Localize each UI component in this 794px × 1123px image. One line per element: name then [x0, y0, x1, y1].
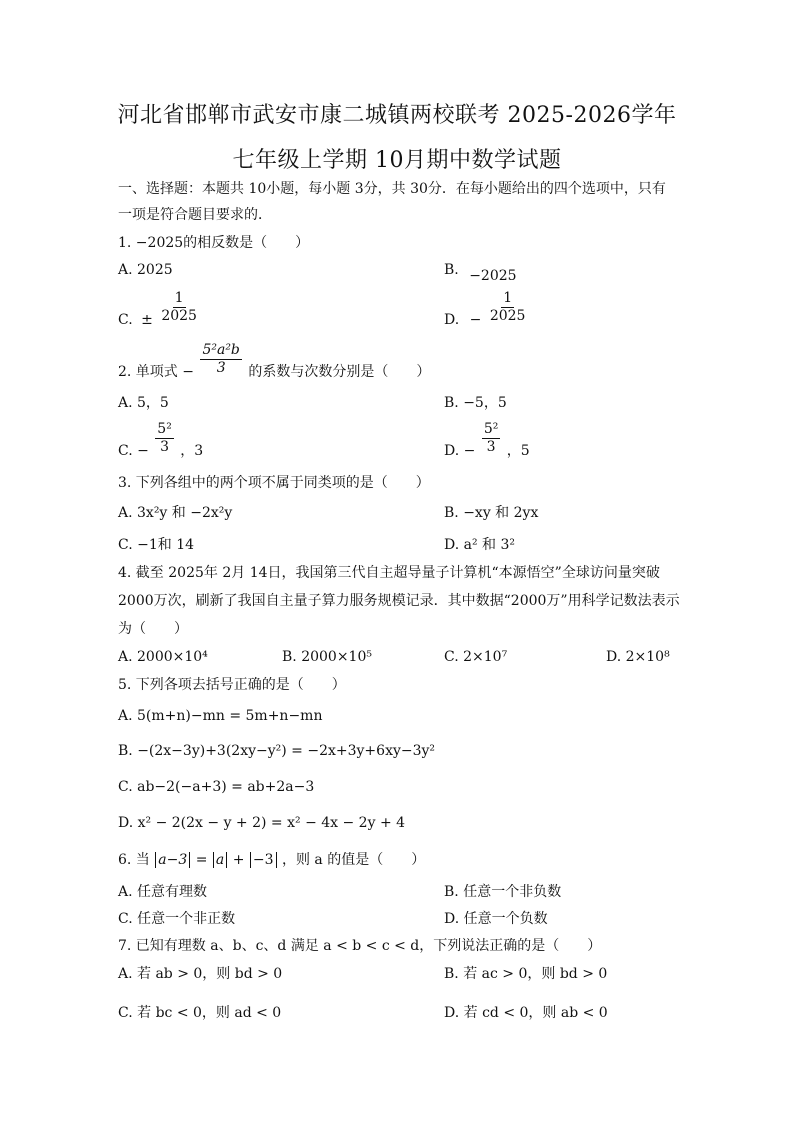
q2-option-c-label: C. − — [118, 442, 149, 459]
q1-option-b-value: −2025 — [469, 268, 517, 284]
q6-stem-suffix: ，则 a 的值是（ ） — [281, 852, 426, 868]
q4-option-d: D. 2×10⁸ — [606, 649, 670, 665]
q1-option-c-fraction — [159, 291, 199, 325]
q1-option-c-numerator: 1 — [173, 291, 186, 308]
q2-option-a: A. 5，5 — [118, 395, 169, 411]
q6-abs-expr3: −3 — [250, 852, 277, 868]
q2-stem-prefix: 2. 单项式 − — [118, 363, 194, 380]
q1-option-d-fraction — [488, 291, 528, 325]
section-intro-line2: 一项是符合题目要求的． — [118, 207, 272, 223]
q4-option-c: C. 2×10⁷ — [444, 649, 508, 665]
q1-option-c-denominator: 2025 — [161, 308, 197, 325]
q1-option-d-minus: − — [469, 311, 482, 328]
q2-option-d-degree: ，5 — [506, 442, 530, 459]
q3-option-c: C. −1和 14 — [118, 537, 195, 553]
q6-equals: = — [195, 852, 208, 868]
q6-option-d: D. 任意一个负数 — [444, 911, 548, 927]
q5-stem: 5. 下列各项去括号正确的是（ ） — [118, 677, 346, 693]
q1-option-b-label: B. — [444, 262, 459, 278]
q1-option-c-pm: ± — [141, 311, 153, 328]
q3-option-d: D. a² 和 3² — [444, 537, 516, 553]
q6-abs-expr2: a — [213, 852, 227, 868]
q3-stem: 3. 下列各组中的两个项不属于同类项的是（ ） — [118, 475, 430, 491]
q7-stem: 7. 已知有理数 a、b、c、d 满足 a < b < c < d，下列说法正确的是（ ） — [118, 938, 602, 954]
q5-option-c: C. ab−2(−a+3) = ab+2a−3 — [118, 779, 315, 795]
section-intro-line1: 一、选择题：本题共 10小题，每小题 3分，共 30分．在每小题给出的四个选项中，只有 — [118, 181, 666, 197]
q2-stem — [118, 342, 431, 380]
q7-option-d: D. 若 cd < 0，则 ab < 0 — [444, 1005, 608, 1021]
q6-abs-expr1: a−3 — [155, 852, 190, 868]
exam-title-line2: 七年级上学期 10月期中数学试题 — [232, 148, 562, 173]
q4-stem-line3: 为（ ） — [118, 621, 188, 637]
q2-option-d-denominator: 3 — [486, 439, 496, 456]
q2-option-c — [118, 421, 204, 459]
q6-plus: + — [232, 852, 245, 868]
q5-option-d: D. x² − 2(2x − y + 2) = x² − 4x − 2y + 4 — [118, 815, 406, 831]
q1-option-d-denominator: 2025 — [489, 308, 526, 325]
q2-option-d-numerator: 5² — [482, 422, 501, 439]
q2-option-d-fraction — [482, 422, 501, 456]
q6-option-b: B. 任意一个非负数 — [444, 884, 562, 900]
q1-option-c-label: C. — [118, 311, 133, 328]
q2-option-c-denominator: 3 — [160, 439, 170, 456]
q3-option-a: A. 3x²y 和 −2x²y — [118, 505, 233, 521]
q6-stem-prefix: 6. 当 — [118, 852, 150, 868]
q7-option-c: C. 若 bc < 0，则 ad < 0 — [118, 1005, 282, 1021]
q1-option-d — [444, 290, 529, 328]
q1-option-c — [118, 290, 201, 328]
q3-option-b: B. −xy 和 2yx — [444, 505, 539, 521]
q4-option-a: A. 2000×10⁴ — [118, 649, 208, 665]
q6-stem — [118, 853, 425, 867]
q6-option-a: A. 任意有理数 — [118, 884, 208, 900]
q1-option-b — [444, 262, 517, 284]
q1-option-a: A. 2025 — [118, 262, 173, 278]
q5-option-a: A. 5(m+n)−mn = 5m+n−mn — [118, 708, 323, 724]
q4-stem-line1: 4. 截至 2025年 2月 14日，我国第三代自主超导量子计算机“本源悟空”全球访问量突破 — [118, 565, 660, 581]
q4-option-b: B. 2000×10⁵ — [282, 649, 372, 665]
q2-monomial-denominator: 3 — [216, 360, 226, 377]
q2-option-b: B. −5，5 — [444, 395, 507, 411]
q2-option-c-numerator: 5² — [155, 422, 174, 439]
q2-monomial-fraction — [200, 343, 241, 377]
exam-title-line1: 河北省邯郸市武安市康二城镇两校联考 2025-2026学年 — [117, 103, 677, 128]
q2-option-d-label: D. − — [444, 442, 476, 459]
q2-stem-suffix: 的系数与次数分别是（ ） — [248, 363, 431, 380]
q5-option-b: B. −(2x−3y)+3(2xy−y²) = −2x+3y+6xy−3y² — [118, 743, 436, 759]
q2-monomial-numerator: 5²a²b — [200, 343, 241, 360]
q2-option-d — [444, 421, 530, 459]
q1-option-d-label: D. — [444, 311, 460, 328]
q4-stem-line2: 2000万次，刷新了我国自主量子算力服务规模记录．其中数据“2000万”用科学记数法表示 — [118, 593, 680, 609]
q6-option-c: C. 任意一个非正数 — [118, 911, 236, 927]
q2-option-c-fraction — [155, 422, 174, 456]
q1-option-d-numerator: 1 — [501, 291, 514, 308]
q2-option-c-degree: ，3 — [180, 442, 204, 459]
q1-stem: 1. −2025的相反数是（ ） — [118, 235, 310, 251]
q7-option-a: A. 若 ab > 0，则 bd > 0 — [118, 966, 283, 982]
q7-option-b: B. 若 ac > 0，则 bd > 0 — [444, 966, 608, 982]
